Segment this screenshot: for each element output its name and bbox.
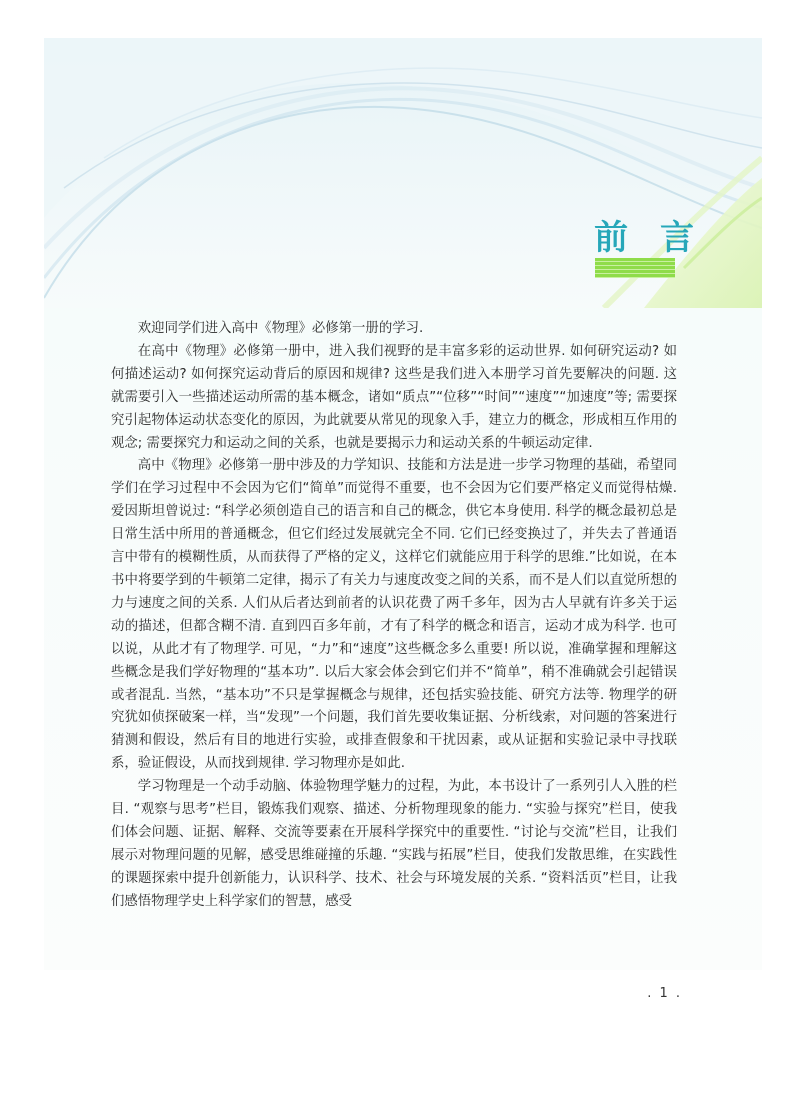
paragraph: 在高中《物理》必修第一册中，进入我们视野的是丰富多彩的运动世界. 如何研究运动? 如何描述运动? 如何探究运动背后的原因和规律? 这些是我们进入本册学习首先要解决的问题. 这就需要引入一些描述运动所需的基本概念，诸如“质点”“位移”“时间”“速度”“加速度”等; 需要探究引起物体运动状态变化的原因，为此就要从常见的现象入手，建立力的概念，形成相互作用的观念; 需要探究力和运动之间的关系，也就是要揭示力和运动关系的牛顿运动定律. [111,343,677,451]
title-underline-bar [595,258,675,278]
page-number: . 1 . [647,986,682,1001]
page-title: 前 言 [594,218,704,258]
paragraph: 欢迎同学们进入高中《物理》必修第一册的学习. [137,321,424,336]
preface-body [111,318,677,914]
paragraph: 高中《物理》必修第一册中涉及的力学知识、技能和方法是进一步学习物理的基础，希望同学们在学习过程中不会因为它们“简单”而觉得不重要，也不会因为它们要严格定义而觉得枯燥. 爱因斯坦曾说过: “科学必须创造自己的语言和自己的概念，供它本身使用. 科学的概念最初总是日常生活中所用的普通概念，但它们经过发展就完全不同. 它们已经变换过了，并失去了普通语言中带有的模糊性质，从而获得了严格的定义，这样它们就能应用于科学的思维.”比如说，在本书中将要学到的牛顿第二定律，揭示了有关力与速度改变之间的关系，而不是人们以直觉所想的力与速度之间的关系. 人们从后者达到前者的认识花费了两千多年，因为古人早就有许多关于运动的描述，但都含糊不清. 直到四百多年前，才有了科学的概念和语言，运动才成为科学. 也可以说，从此才有了物理学. 可见，“力”和“速度”这些概念多么重要! 所以说，准确掌握和理解这些概念是我们学好物理的“基本功”. 以后大家会体会到它们并不“简单”，稍不准确就会引起错误或者混乱. 当然，“基本功”不只是掌握概念与规律，还包括实验技能、研究方法等. 物理学的研究犹如侦探破案一样，当“发现”一个问题，我们首先要收集证据、分析线索，对问题的答案进行猜测和假设，然后有目的地进行实验，或排查假象和干扰因素，或从证据和实验记录中寻找联系，验证假设，从而找到规律. 学习物理亦是如此. [111,458,677,772]
paragraph: 学习物理是一个动手动脑、体验物理学魅力的过程，为此，本书设计了一系列引人入胜的栏目. “观察与思考”栏目，锻炼我们观察、描述、分析物理现象的能力. “实验与探究”栏目，使我们体会问题、证据、解释、交流等要素在开展科学探究中的重要性. “讨论与交流”栏目，让我们展示对物理问题的见解，感受思维碰撞的乐趣. “实践与拓展”栏目，使我们发散思维，在实践性的课题探索中提升创新能力，认识科学、技术、社会与环境发展的关系. “资料活页”栏目，让我们感悟物理学史上科学家们的智慧，感受 [111,779,677,909]
